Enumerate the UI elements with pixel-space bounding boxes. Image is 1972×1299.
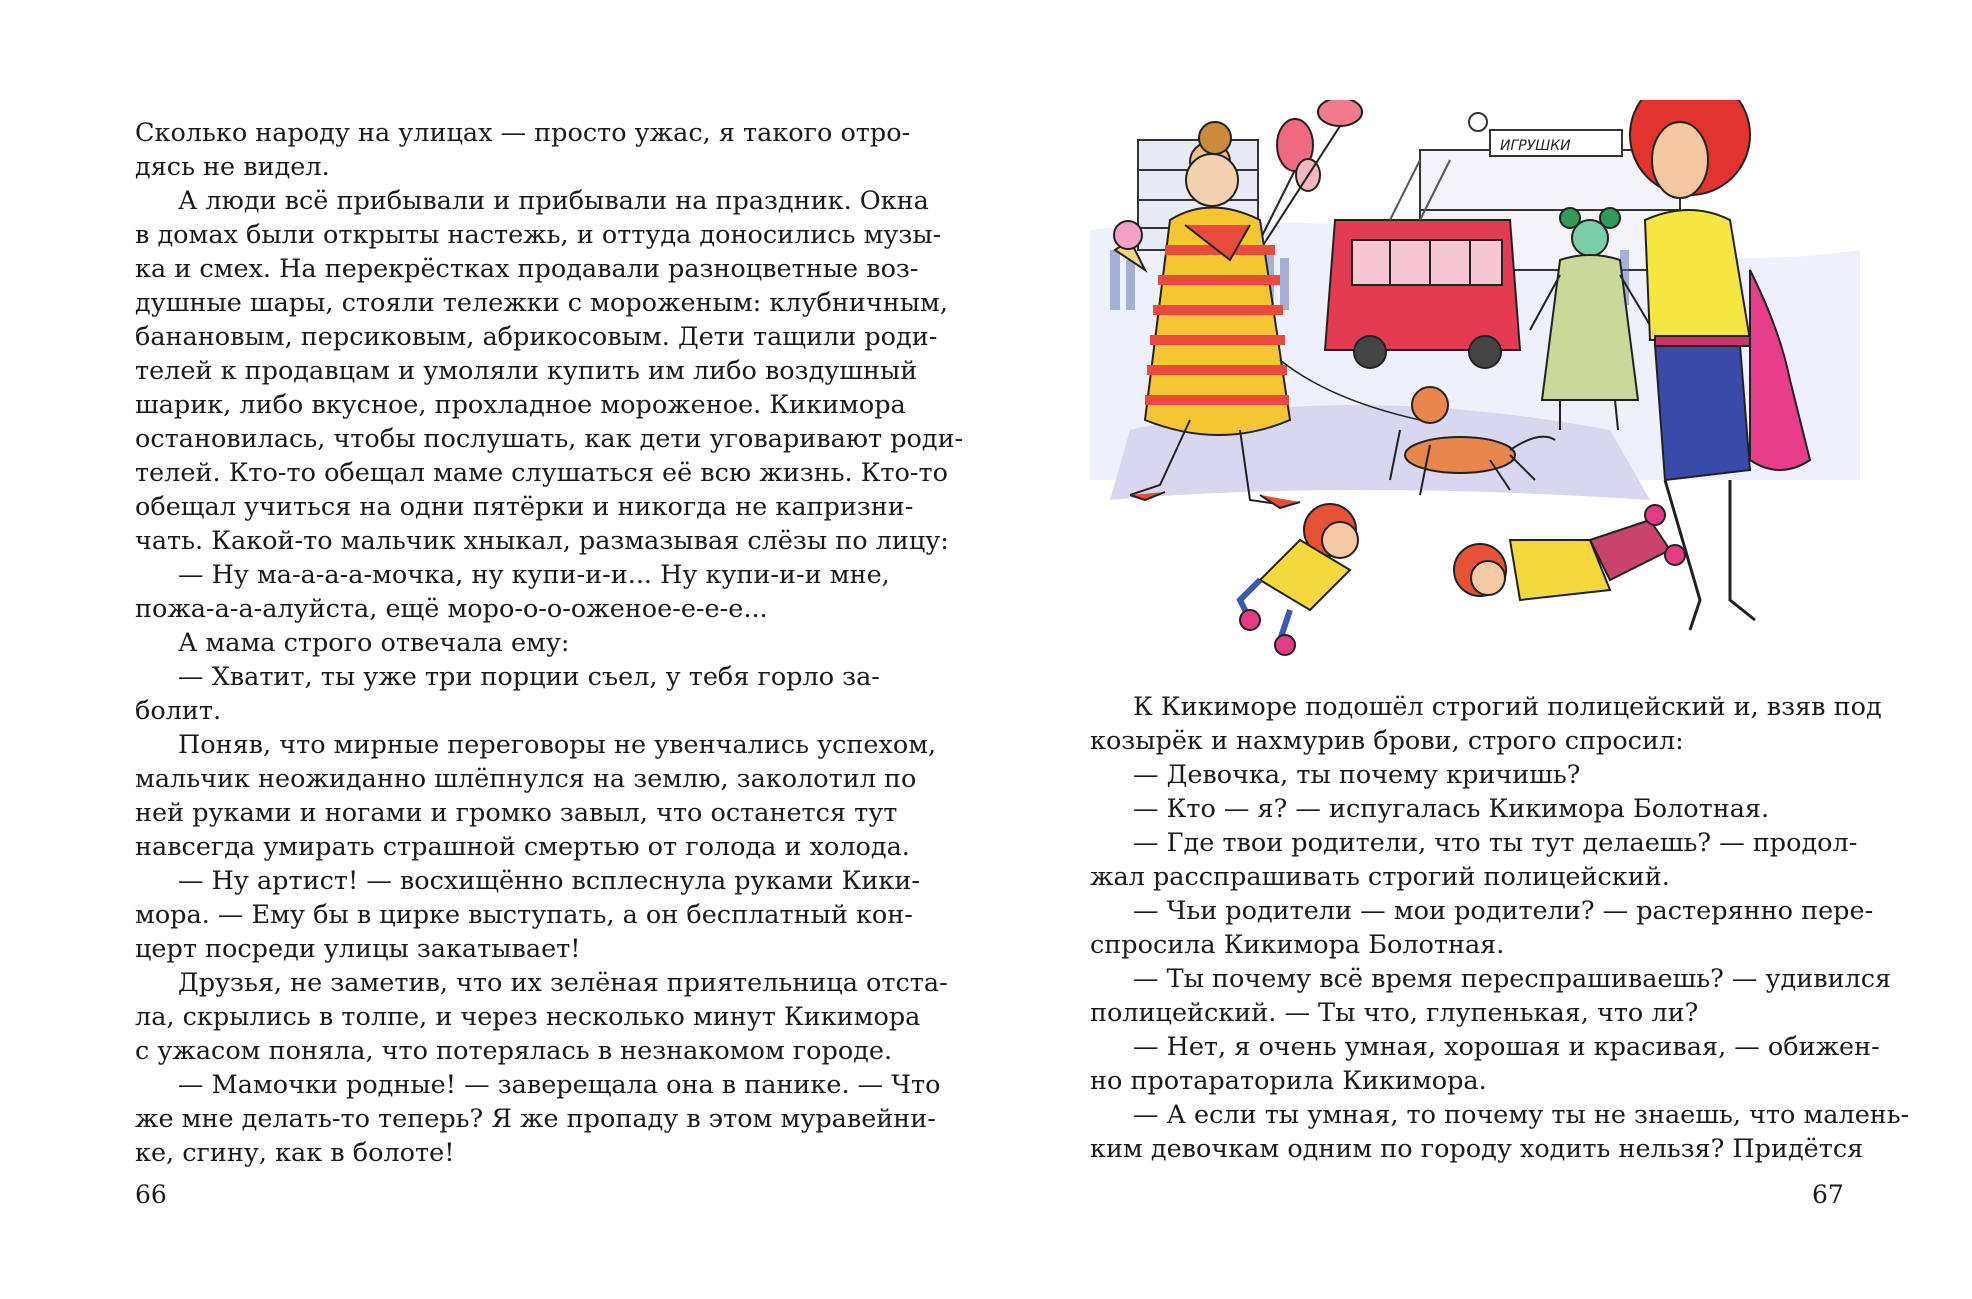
right-page: [986, 0, 1972, 1299]
text-line: — Мамочки родные! — заверещала она в панике. — Что: [178, 1070, 941, 1100]
text-line: — Где твои родители, что ты тут делаешь? — продол-: [1133, 828, 1858, 858]
text-line: обещал учиться на одни пятёрки и никогда не капризни-: [135, 492, 914, 522]
text-line: но протараторила Кикимора.: [1090, 1066, 1487, 1096]
text-line: ней руками и ногами и громко завыл, что останется тут: [135, 798, 898, 828]
text-line: душные шары, стояли тележки с мороженым: клубничным,: [135, 288, 948, 318]
text-line: — Ты почему всё время переспрашиваешь? — удивился: [1133, 964, 1892, 994]
text-line: чать. Какой-то мальчик хныкал, размазывая слёзы по лицу:: [135, 526, 949, 556]
text-line: полицейский. — Ты что, глупенькая, что ли?: [1090, 998, 1699, 1028]
text-line: Поняв, что мирные переговоры не увенчались успехом,: [178, 730, 937, 760]
page-number: 67: [1812, 1180, 1844, 1209]
text-line: — Чьи родители — мои родители? — растерянно пере-: [1133, 896, 1874, 926]
text-line: Сколько народу на улицах — просто ужас, я такого отро-: [135, 118, 911, 148]
text-line: К Кикиморе подошёл строгий полицейский и, взяв под: [1133, 692, 1882, 722]
text-line: А мама строго отвечала ему:: [178, 628, 570, 658]
text-line: дясь не видел.: [135, 152, 330, 182]
right-page-text: [1090, 690, 1910, 1166]
text-line: — Девочка, ты почему кричишь?: [1133, 760, 1581, 790]
text-line: ка и смех. На перекрёстках продавали разноцветные воз-: [135, 254, 919, 284]
text-line: мальчик неожиданно шлёпнулся на землю, заколотил по: [135, 764, 917, 794]
text-line: жал расспрашивать строгий полицейский.: [1090, 862, 1670, 892]
text-line: мора. — Ему бы в цирке выступать, а он бесплатный кон-: [135, 900, 913, 930]
text-line: — А если ты умная, то почему ты не знаешь, что малень-: [1133, 1100, 1910, 1130]
shop-sign: ИГРУШКИ: [1500, 138, 1571, 154]
text-line: шарик, либо вкусное, прохладное мороженое. Кикимора: [135, 390, 906, 420]
text-line: козырёк и нахмурив брови, строго спросил:: [1090, 726, 1684, 756]
text-line: — Нет, я очень умная, хорошая и красивая, — обижен-: [1133, 1032, 1880, 1062]
text-line: болит.: [135, 696, 222, 726]
text-line: — Хватит, ты уже три порции съел, у тебя горло за-: [178, 662, 880, 692]
text-line: ке, сгину, как в болоте!: [135, 1138, 455, 1168]
text-line: навсегда умирать страшной смертью от голода и холода.: [135, 832, 910, 862]
text-line: же мне делать-то теперь? Я же пропаду в этом муравейни-: [135, 1104, 936, 1134]
text-line: спросила Кикимора Болотная.: [1090, 930, 1505, 960]
text-line: — Ну артист! — восхищённо всплеснула руками Кики-: [178, 866, 920, 896]
text-line: остановилась, чтобы послушать, как дети уговаривают роди-: [135, 424, 964, 454]
text-line: пожа-а-а-алуйста, ещё моро-о-о-оженое-е-е-е...: [135, 594, 768, 624]
text-line: в домах были открыты настежь, и оттуда доносились музы-: [135, 220, 942, 250]
text-line: телей к продавцам и умоляли купить им либо воздушный: [135, 356, 918, 386]
text-line: телей. Кто-то обещал маме слушаться её всю жизнь. Кто-то: [135, 458, 948, 488]
text-line: — Ну ма-а-а-а-мочка, ну купи-и-и... Ну купи-и-и мне,: [178, 560, 890, 590]
text-line: банановым, персиковым, абрикосовым. Дети тащили роди-: [135, 322, 938, 352]
text-line: Друзья, не заметив, что их зелёная приятельница отста-: [178, 968, 948, 998]
street-illustration: [1090, 100, 1860, 678]
text-line: ким девочкам одним по городу ходить нельзя? Придётся: [1090, 1134, 1864, 1164]
text-line: ла, скрылись в толпе, и через несколько минут Кикимора: [135, 1002, 921, 1032]
text-line: А люди всё прибывали и прибывали на праздник. Окна: [178, 186, 929, 216]
text-line: — Кто — я? — испугалась Кикимора Болотная.: [1133, 794, 1770, 824]
left-page-text: [135, 116, 964, 1170]
clown-sign-icon: [1469, 113, 1487, 131]
page-number: 66: [135, 1180, 167, 1209]
text-line: церт посреди улицы закатывает!: [135, 934, 581, 964]
text-line: с ужасом поняла, что потерялась в незнакомом городе.: [135, 1036, 893, 1066]
